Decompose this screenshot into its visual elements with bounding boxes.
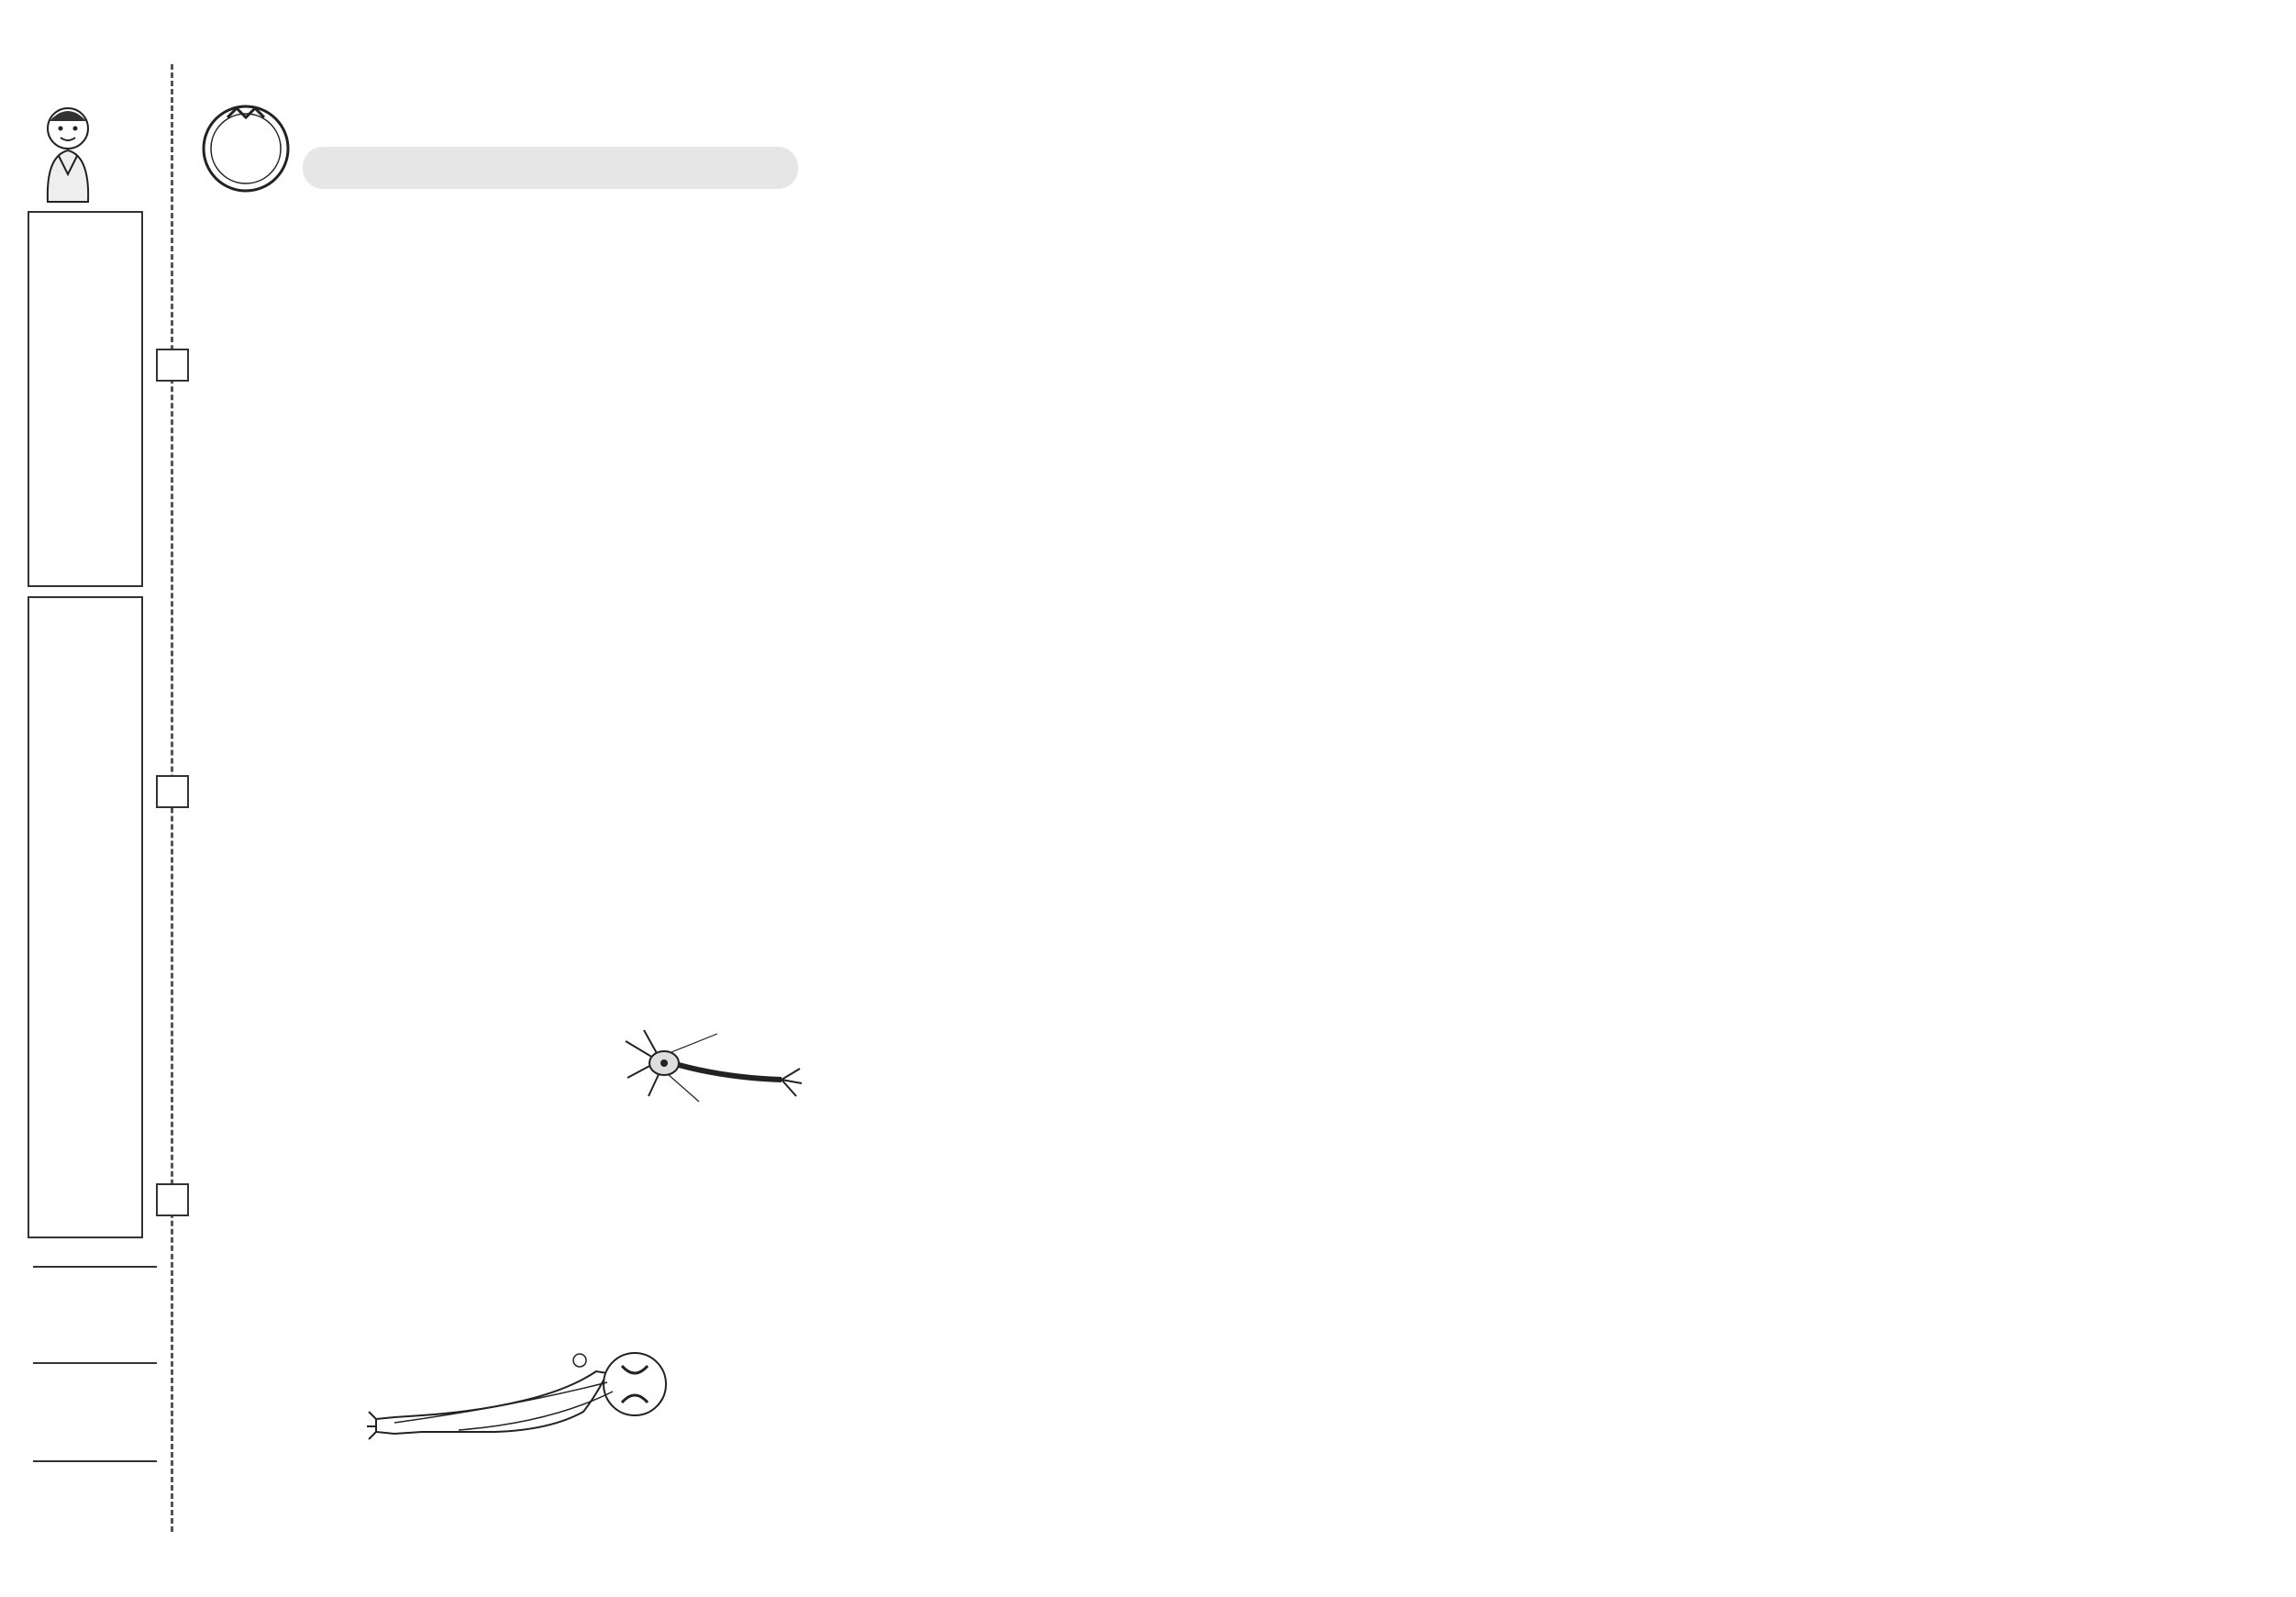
confucius-icon	[35, 101, 101, 204]
school-field-line[interactable]	[33, 1460, 157, 1462]
q3-options-row1	[194, 418, 818, 455]
q2-options-row2	[194, 382, 818, 418]
cut-label-1	[156, 349, 189, 382]
q1-options-row1	[194, 272, 818, 308]
pinfen-box	[28, 596, 143, 1238]
q5-options-row2	[194, 565, 818, 602]
q1-options-row2	[194, 308, 818, 345]
paper-title	[303, 147, 798, 189]
confucius-cartoon	[35, 101, 101, 204]
cut-label-2	[156, 775, 189, 808]
class-field-line[interactable]	[33, 1362, 157, 1364]
q11-options-row2	[892, 209, 1515, 246]
q7-options-row2	[194, 638, 818, 675]
reflex-arc-icon	[367, 1335, 679, 1463]
q9-options-row1	[892, 99, 1515, 136]
logo-seal-icon	[200, 103, 292, 194]
q5-options-row1	[194, 528, 818, 565]
column-2	[892, 99, 1515, 246]
q3-options-row2	[194, 455, 818, 492]
neuron-icon	[616, 1023, 809, 1115]
column-1	[194, 272, 818, 675]
q2-options-row1	[194, 345, 818, 382]
q11-options-row1	[892, 172, 1515, 209]
q7-options-row1	[194, 602, 818, 638]
neuron-diagram	[616, 1023, 809, 1115]
half-lunyu-label	[103, 106, 143, 205]
reflex-arc-diagram	[367, 1335, 679, 1463]
publisher-logo	[200, 103, 292, 194]
binding-sidebar	[28, 101, 147, 1183]
motto-box	[28, 211, 143, 587]
name-field-line[interactable]	[33, 1266, 157, 1268]
q9-options-row2	[892, 136, 1515, 172]
q4-options-row	[194, 492, 818, 528]
cut-label-3	[156, 1183, 189, 1216]
